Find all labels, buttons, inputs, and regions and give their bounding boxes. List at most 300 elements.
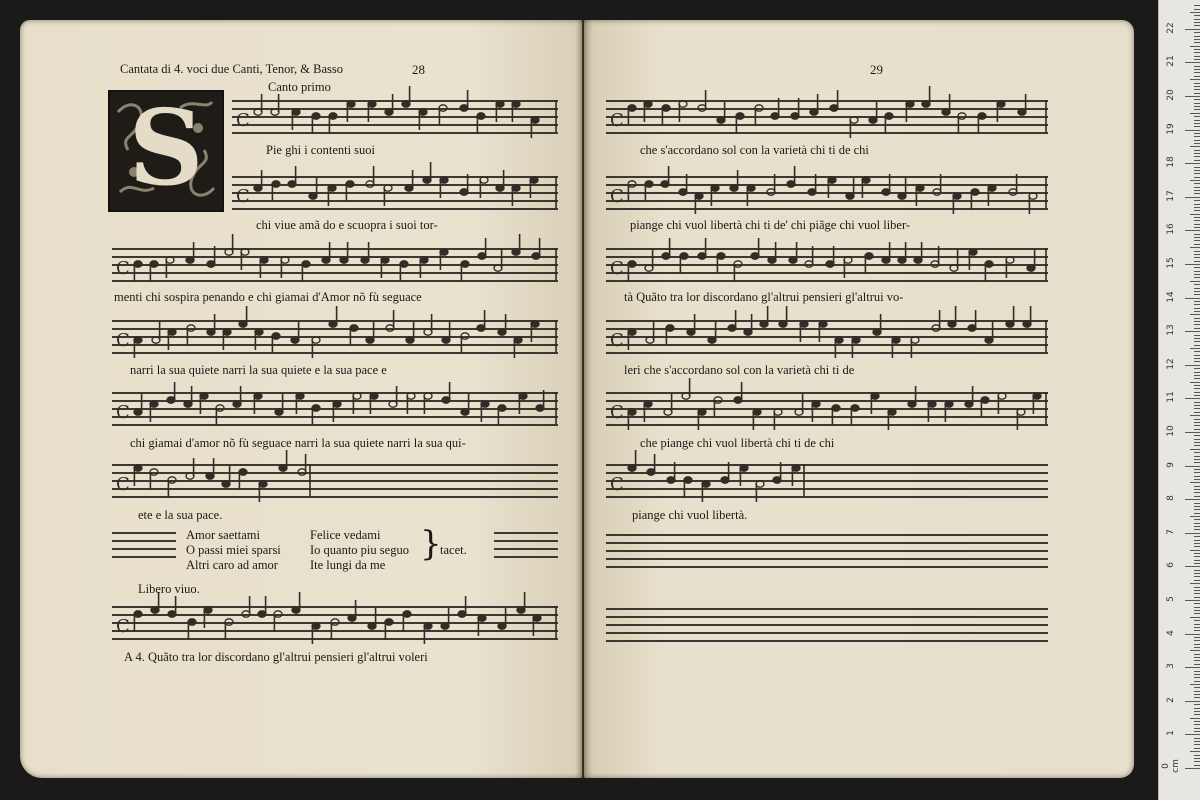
ruler-tick xyxy=(1194,86,1200,87)
ruler-tick xyxy=(1194,83,1200,84)
ruler-tick xyxy=(1194,627,1200,628)
ruler-tick xyxy=(1190,180,1200,181)
ruler-tick xyxy=(1194,42,1200,43)
ruler-tick xyxy=(1194,341,1200,342)
book-gutter xyxy=(575,20,593,778)
svg-text:C: C xyxy=(236,186,250,207)
ruler-tick xyxy=(1194,587,1200,588)
lyric-line: chi viue amã do e scuopra i suoi tor- xyxy=(256,218,438,232)
ruler-tick xyxy=(1194,570,1200,571)
staff-line xyxy=(112,606,558,640)
ruler-tick xyxy=(1190,214,1200,215)
ruler-tick xyxy=(1190,146,1200,147)
ruler-number: 20 xyxy=(1166,89,1176,101)
ruler-number: 7 xyxy=(1166,528,1176,535)
ruler-tick xyxy=(1194,52,1200,53)
ruler-tick xyxy=(1194,328,1200,329)
ruler-tick xyxy=(1194,402,1200,403)
ruler-tick xyxy=(1194,177,1200,178)
part-name: Canto primo xyxy=(268,80,331,94)
ruler-tick xyxy=(1194,183,1200,184)
ruler-tick xyxy=(1194,234,1200,235)
ruler-tick xyxy=(1190,415,1200,416)
ruler-tick xyxy=(1194,109,1200,110)
ruler-tick xyxy=(1185,533,1200,534)
right-page-number: 29 xyxy=(870,62,883,77)
music-notes-icon xyxy=(606,378,1048,440)
music-notes-icon xyxy=(606,86,1048,148)
ruler-number: 8 xyxy=(1166,495,1176,502)
ruler-tick xyxy=(1194,251,1200,252)
ruler-tick xyxy=(1194,207,1200,208)
ruler-tick xyxy=(1194,728,1200,729)
ruler-tick xyxy=(1194,254,1200,255)
ruler-tick xyxy=(1194,724,1200,725)
ruler-tick xyxy=(1194,472,1200,473)
ruler-tick xyxy=(1194,372,1200,373)
svg-text:C: C xyxy=(116,616,130,637)
ruler-tick xyxy=(1194,143,1200,144)
music-notes-icon xyxy=(606,162,1048,224)
ruler-tick xyxy=(1194,311,1200,312)
ruler-tick xyxy=(1194,277,1200,278)
ruler-tick xyxy=(1194,274,1200,275)
music-notes-icon xyxy=(232,162,558,224)
ruler-tick xyxy=(1194,355,1200,356)
ruler-tick xyxy=(1194,301,1200,302)
ruler-tick xyxy=(1194,489,1200,490)
ruler-tick xyxy=(1194,711,1200,712)
ruler-tick xyxy=(1194,630,1200,631)
ruler-tick xyxy=(1194,506,1200,507)
lyric-line: chi giamai d'amor nõ fù seguace narri la sua quiete narri la sua qui- xyxy=(130,436,466,450)
ruler-tick xyxy=(1194,419,1200,420)
ruler-tick xyxy=(1194,731,1200,732)
ruler-tick xyxy=(1194,99,1200,100)
ruler-tick xyxy=(1194,19,1200,20)
ruler-tick xyxy=(1194,375,1200,376)
ruler-tick xyxy=(1185,768,1200,769)
lyric-line: ete e la sua pace. xyxy=(138,508,223,522)
ruler-tick xyxy=(1194,288,1200,289)
ruler-tick xyxy=(1194,217,1200,218)
ruler-tick xyxy=(1190,684,1200,685)
ruler-tick xyxy=(1194,526,1200,527)
ruler-tick xyxy=(1194,160,1200,161)
ruler-tick xyxy=(1185,566,1200,567)
ruler-tick xyxy=(1194,39,1200,40)
ruler-tick xyxy=(1194,714,1200,715)
svg-text:C: C xyxy=(236,110,250,131)
lyric-line: piange chi vuol libertà chi ti de' chi piãge chi vuol liber- xyxy=(630,218,911,232)
svg-text:C: C xyxy=(116,474,130,495)
ruler-tick xyxy=(1194,106,1200,107)
ruler-tick xyxy=(1185,600,1200,601)
ruler-tick xyxy=(1194,261,1200,262)
ruler-tick xyxy=(1185,734,1200,735)
ruler-number: 3 xyxy=(1166,663,1176,670)
ruler-tick xyxy=(1194,593,1200,594)
tacet-verse: Io quanto piu seguo xyxy=(310,543,409,557)
ruler-tick xyxy=(1194,462,1200,463)
ruler-tick xyxy=(1194,459,1200,460)
staff-line xyxy=(112,320,558,354)
ruler-tick xyxy=(1194,244,1200,245)
ruler-tick xyxy=(1194,385,1200,386)
ruler-tick xyxy=(1194,546,1200,547)
ruler-tick xyxy=(1194,72,1200,73)
ruler-tick xyxy=(1194,294,1200,295)
ruler-tick xyxy=(1194,647,1200,648)
right-page xyxy=(584,20,1134,778)
ruler-tick xyxy=(1194,429,1200,430)
lyric-line: che piange chi vuol libertà chi ti de chi xyxy=(640,436,835,450)
decorated-initial xyxy=(108,86,224,212)
ruler-tick xyxy=(1194,291,1200,292)
ruler-tick xyxy=(1194,425,1200,426)
svg-text:C: C xyxy=(116,402,130,423)
staff-line xyxy=(606,320,1048,354)
ruler-tick xyxy=(1194,560,1200,561)
ruler-number: 10 xyxy=(1166,425,1176,437)
ruler-tick xyxy=(1194,93,1200,94)
ruler-number: 5 xyxy=(1166,596,1176,602)
ruler-tick xyxy=(1194,640,1200,641)
ruler-tick xyxy=(1194,36,1200,37)
ruler-tick xyxy=(1194,123,1200,124)
tacet-label: tacet. xyxy=(440,543,467,557)
ruler-tick xyxy=(1194,654,1200,655)
ruler-number: 2 xyxy=(1166,696,1176,703)
ruler-tick xyxy=(1194,439,1200,440)
ruler-tick xyxy=(1194,624,1200,625)
ruler-tick xyxy=(1194,32,1200,33)
ruler-tick xyxy=(1194,469,1200,470)
ruler-tick xyxy=(1194,637,1200,638)
lyric-line: A 4. Quãto tra lor discordano gl'altrui pensieri gl'altrui voleri xyxy=(124,650,428,664)
staff-line xyxy=(112,392,558,426)
left-page-number: 28 xyxy=(412,62,425,77)
ruler-tick xyxy=(1194,308,1200,309)
ruler-tick xyxy=(1194,190,1200,191)
ruler-tick xyxy=(1194,200,1200,201)
ruler-tick xyxy=(1194,351,1200,352)
lyric-line: menti chi sospira penando e chi giamai d'Amor nõ fù seguace xyxy=(114,290,422,304)
tacet-verse: Amor saettami xyxy=(186,528,260,542)
ruler-tick xyxy=(1194,755,1200,756)
ruler-tick xyxy=(1194,103,1200,104)
svg-text:C: C xyxy=(610,186,624,207)
ruler-tick xyxy=(1194,408,1200,409)
music-notes-icon xyxy=(606,234,1048,296)
tacet-verse: Altri caro ad amor xyxy=(186,558,278,572)
music-notes-icon xyxy=(112,592,558,654)
ruler-tick xyxy=(1194,452,1200,453)
ruler-tick xyxy=(1194,187,1200,188)
ruler-number: 9 xyxy=(1166,461,1176,468)
ruler-tick xyxy=(1194,738,1200,739)
ruler-tick xyxy=(1194,476,1200,477)
ruler-tick xyxy=(1194,240,1200,241)
ruler-tick xyxy=(1194,335,1200,336)
ruler-tick xyxy=(1194,540,1200,541)
ruler-tick xyxy=(1190,46,1200,47)
ruler-tick xyxy=(1190,449,1200,450)
ruler-tick xyxy=(1194,345,1200,346)
ruler-tick xyxy=(1194,519,1200,520)
ruler-tick xyxy=(1194,435,1200,436)
ruler-tick xyxy=(1194,509,1200,510)
ruler-tick xyxy=(1190,247,1200,248)
empty-staff xyxy=(606,534,1048,568)
ruler-tick xyxy=(1194,173,1200,174)
initial-letter: S xyxy=(128,86,204,209)
ruler-tick xyxy=(1194,167,1200,168)
ruler-tick xyxy=(1194,156,1200,157)
ruler-tick xyxy=(1190,550,1200,551)
ruler-tick xyxy=(1194,677,1200,678)
ruler-tick xyxy=(1194,741,1200,742)
ruler-tick xyxy=(1194,22,1200,23)
staff-line xyxy=(606,248,1048,282)
ruler-number: 19 xyxy=(1166,122,1176,135)
ruler-tick xyxy=(1185,163,1200,164)
ruler-number xyxy=(1166,0,1176,4)
ruler-tick xyxy=(1194,338,1200,339)
svg-text:C: C xyxy=(116,330,130,351)
ruler-number: 22 xyxy=(1166,22,1176,34)
ruler-tick xyxy=(1185,130,1200,131)
lyric-line: leri che s'accordano sol con la varietà chi ti de xyxy=(624,363,855,377)
ruler-tick xyxy=(1194,660,1200,661)
lyric-line: narri la sua quiete narri la sua quiete e la sua pace e xyxy=(130,363,387,377)
ruler-tick xyxy=(1194,603,1200,604)
ruler-tick xyxy=(1194,378,1200,379)
ruler-number: 15 xyxy=(1166,257,1176,269)
ruler-tick xyxy=(1194,607,1200,608)
ruler-tick xyxy=(1194,580,1200,581)
lyric-line: che s'accordano sol con la varietà chi ti de chi xyxy=(640,143,869,157)
ruler-number: 11 xyxy=(1166,391,1176,404)
ruler-tick xyxy=(1194,150,1200,151)
ruler-tick xyxy=(1194,573,1200,574)
ruler-tick xyxy=(1194,590,1200,591)
staff-line xyxy=(606,392,1048,426)
ruler-tick xyxy=(1185,96,1200,97)
ruler-tick xyxy=(1190,314,1200,315)
staff-line xyxy=(112,248,558,282)
ruler-number: 14 xyxy=(1166,290,1176,303)
music-notes-icon xyxy=(112,450,312,512)
ruler-number: 18 xyxy=(1166,156,1176,168)
ruler-tick xyxy=(1194,9,1200,10)
ruler-tick xyxy=(1194,657,1200,658)
ruler-tick xyxy=(1194,503,1200,504)
ruler-tick xyxy=(1194,116,1200,117)
ruler-tick xyxy=(1194,204,1200,205)
staff-line xyxy=(606,100,1048,134)
ruler-tick xyxy=(1194,405,1200,406)
ruler-tick xyxy=(1185,29,1200,30)
music-notes-icon xyxy=(112,306,558,368)
ruler-tick xyxy=(1190,718,1200,719)
ruler-tick xyxy=(1194,744,1200,745)
ruler-tick xyxy=(1194,59,1200,60)
ruler-tick xyxy=(1194,324,1200,325)
ruler-tick xyxy=(1194,412,1200,413)
ruler-tick xyxy=(1185,331,1200,332)
ruler-tick xyxy=(1194,220,1200,221)
ruler-tick xyxy=(1194,620,1200,621)
tacet-verse: Felice vedami xyxy=(310,528,381,542)
ruler-tick xyxy=(1194,687,1200,688)
ruler-tick xyxy=(1194,321,1200,322)
ruler-tick xyxy=(1194,5,1200,6)
ruler-tick xyxy=(1194,576,1200,577)
ruler-tick xyxy=(1194,496,1200,497)
tempo-marking: Libero viuo. xyxy=(138,582,200,596)
ruler-tick xyxy=(1185,264,1200,265)
ruler-number: 17 xyxy=(1166,190,1176,202)
ruler-tick xyxy=(1194,153,1200,154)
ruler-tick xyxy=(1185,634,1200,635)
ruler-tick xyxy=(1194,15,1200,16)
music-notes-icon xyxy=(606,306,1048,368)
ruler-tick xyxy=(1190,482,1200,483)
ruler-tick xyxy=(1190,79,1200,80)
ruler-tick xyxy=(1185,62,1200,63)
ruler-tick xyxy=(1194,392,1200,393)
staff-line xyxy=(112,464,558,498)
ruler-number: 21 xyxy=(1166,55,1176,68)
ruler-tick xyxy=(1194,704,1200,705)
ruler-tick xyxy=(1194,210,1200,211)
ruler-tick xyxy=(1194,361,1200,362)
svg-text:C: C xyxy=(610,474,624,495)
ruler-tick xyxy=(1190,617,1200,618)
ruler-tick xyxy=(1190,516,1200,517)
ruler-tick xyxy=(1194,694,1200,695)
ruler-tick xyxy=(1194,136,1200,137)
ruler-tick xyxy=(1194,56,1200,57)
ruler-tick xyxy=(1194,267,1200,268)
measurement-ruler xyxy=(1158,0,1200,800)
ruler-tick xyxy=(1190,583,1200,584)
ruler-tick xyxy=(1194,681,1200,682)
ruler-tick xyxy=(1190,348,1200,349)
ruler-number: 16 xyxy=(1166,223,1176,236)
empty-staff xyxy=(606,608,1048,642)
ruler-tick xyxy=(1194,748,1200,749)
ruler-tick xyxy=(1194,758,1200,759)
ruler-tick xyxy=(1194,664,1200,665)
ruler-tick xyxy=(1194,536,1200,537)
ruler-tick xyxy=(1190,751,1200,752)
ruler-tick xyxy=(1194,271,1200,272)
ruler-tick xyxy=(1194,563,1200,564)
music-notes-icon xyxy=(606,450,806,512)
ruler-number: 6 xyxy=(1166,562,1176,569)
ruler-tick xyxy=(1194,224,1200,225)
ruler-tick xyxy=(1194,486,1200,487)
ruler-tick xyxy=(1194,553,1200,554)
left-page-header: Cantata di 4. voci due Canti, Tenor, & Basso xyxy=(120,62,344,76)
ruler-tick xyxy=(1194,422,1200,423)
brace-icon: } xyxy=(420,524,442,564)
ruler-tick xyxy=(1185,499,1200,500)
lyric-line: Pie ghi i contenti suoi xyxy=(266,143,376,157)
ruler-tick xyxy=(1194,89,1200,90)
ruler-tick xyxy=(1194,318,1200,319)
ruler-tick xyxy=(1194,69,1200,70)
ruler-tick xyxy=(1194,358,1200,359)
ruler-number: 4 xyxy=(1166,629,1176,636)
svg-text:C: C xyxy=(116,258,130,279)
tacet-verse: Ite lungi da me xyxy=(310,558,386,572)
svg-text:C: C xyxy=(610,330,624,351)
music-notes-icon xyxy=(232,86,558,148)
ruler-tick xyxy=(1194,613,1200,614)
ruler-tick xyxy=(1194,761,1200,762)
svg-text:C: C xyxy=(610,110,624,131)
ruler-tick xyxy=(1194,556,1200,557)
ruler-tick xyxy=(1194,368,1200,369)
ruler-tick xyxy=(1185,466,1200,467)
empty-staff xyxy=(112,532,176,560)
ruler-tick xyxy=(1194,597,1200,598)
ruler-tick xyxy=(1194,513,1200,514)
ruler-tick xyxy=(1185,365,1200,366)
lyric-line: piange chi vuol libertà. xyxy=(632,508,748,522)
ruler-tick xyxy=(1194,456,1200,457)
ruler-number: 12 xyxy=(1166,358,1176,370)
ruler-tick xyxy=(1190,12,1200,13)
ruler-tick xyxy=(1194,765,1200,766)
ruler-tick xyxy=(1194,691,1200,692)
ruler-tick xyxy=(1194,523,1200,524)
ruler-tick xyxy=(1194,721,1200,722)
svg-text:C: C xyxy=(610,258,624,279)
ruler-tick xyxy=(1194,445,1200,446)
ruler-tick xyxy=(1194,133,1200,134)
ruler-tick xyxy=(1194,671,1200,672)
ruler-tick xyxy=(1190,113,1200,114)
ruler-tick xyxy=(1194,25,1200,26)
ruler-tick xyxy=(1194,388,1200,389)
ruler-tick xyxy=(1194,674,1200,675)
ruler-tick xyxy=(1194,304,1200,305)
ruler-tick xyxy=(1194,543,1200,544)
music-notes-icon xyxy=(112,234,558,296)
svg-text:C: C xyxy=(610,402,624,423)
ruler-tick xyxy=(1190,650,1200,651)
empty-staff xyxy=(494,532,558,560)
ruler-tick xyxy=(1194,66,1200,67)
tacet-verse: O passi miei sparsi xyxy=(186,543,281,557)
staff-line xyxy=(606,176,1048,210)
lyric-line: tà Quãto tra lor discordano gl'altrui pensieri gl'altrui vo- xyxy=(624,290,904,304)
ruler-tick xyxy=(1194,610,1200,611)
ruler-tick xyxy=(1194,284,1200,285)
ruler-tick xyxy=(1194,395,1200,396)
ruler-tick xyxy=(1194,529,1200,530)
ruler-tick xyxy=(1194,697,1200,698)
ruler-number: 13 xyxy=(1166,324,1176,336)
ruler-tick xyxy=(1185,667,1200,668)
left-page xyxy=(20,20,582,778)
ruler-tick xyxy=(1190,382,1200,383)
ruler-tick xyxy=(1194,492,1200,493)
